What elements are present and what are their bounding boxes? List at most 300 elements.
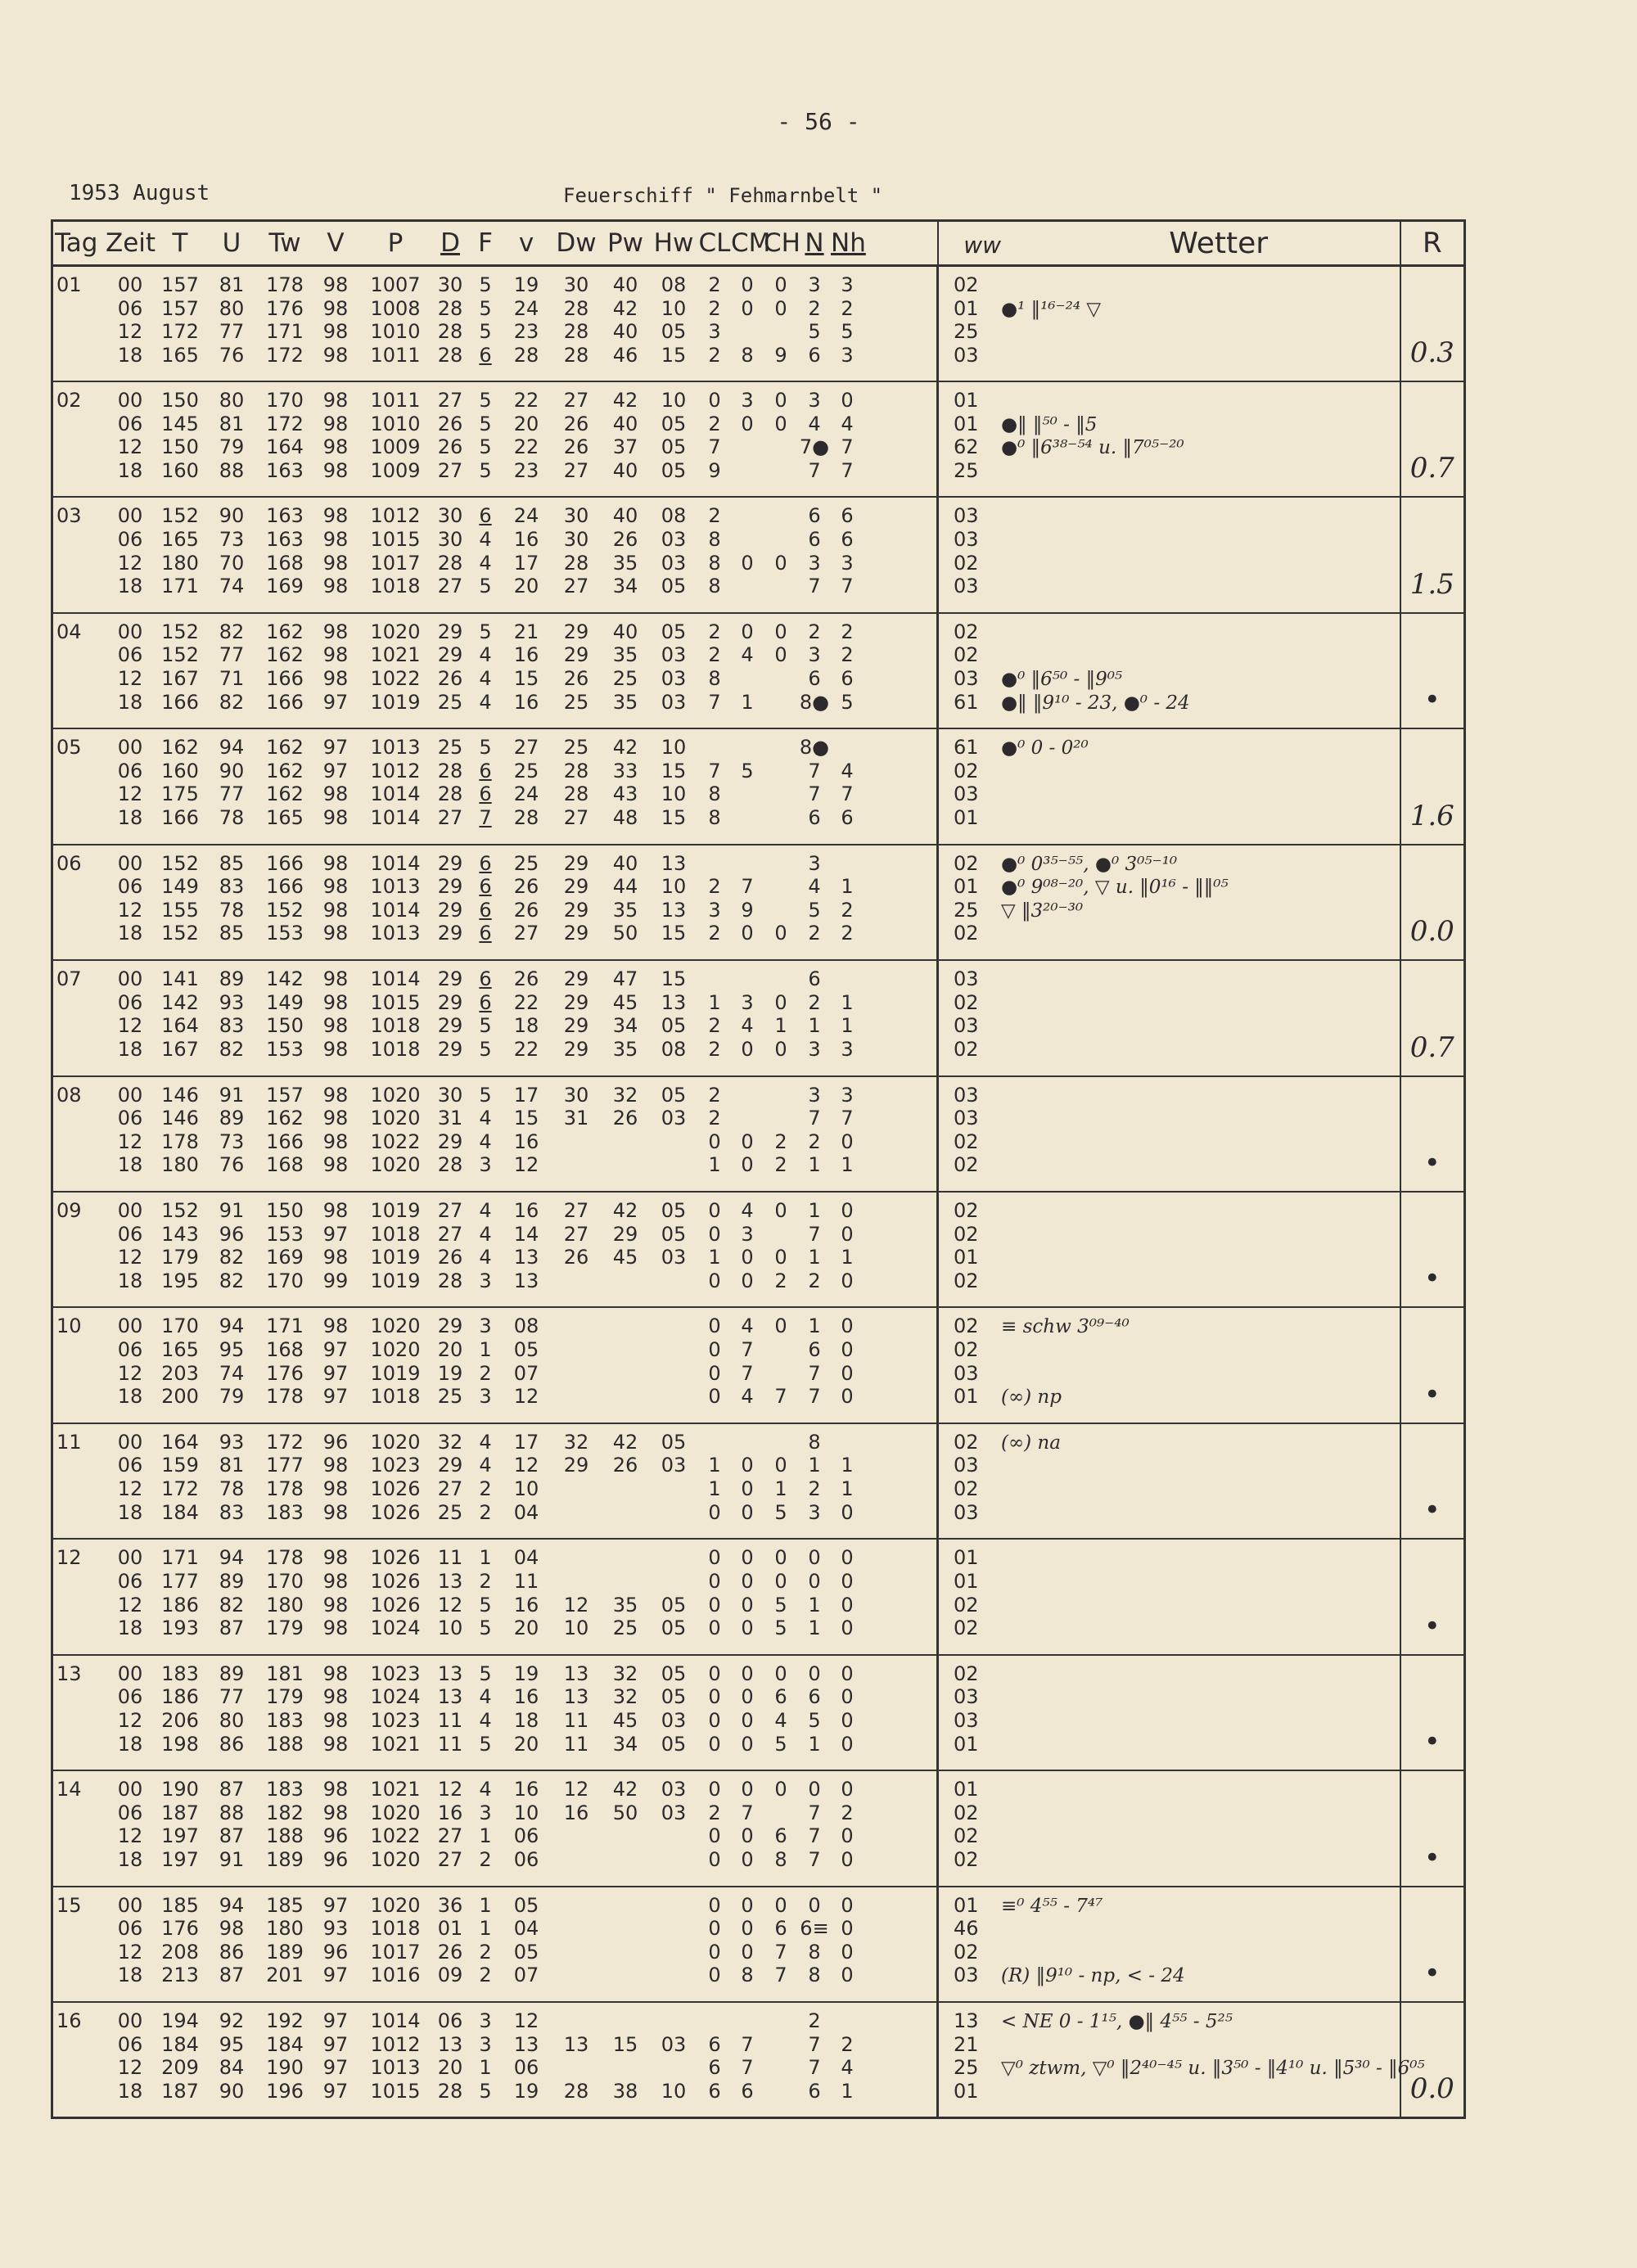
ww-code: 62 [954,435,979,459]
cell-d: 29 [437,1454,463,1477]
cell-f: 2 [479,1569,492,1593]
weather-line [954,389,1400,413]
cell-pw [602,1362,649,1386]
cell-f: 5 [479,620,492,643]
cell-pw: 34 [612,1732,638,1756]
cell-t: 165 [161,527,199,551]
cell-v: 96 [322,1940,349,1964]
day-number [53,1501,106,1525]
cell-u: 91 [219,1847,245,1871]
cell-n: 7 [808,1107,821,1130]
day-number: 04 [56,620,82,643]
cell-n: 6 [808,343,821,367]
cell-nh: 0 [841,1917,854,1941]
cell-cl: 0 [708,1847,721,1871]
cell-tw: 165 [266,806,304,830]
day-number [53,1362,106,1386]
cell-t: 186 [161,1685,199,1709]
day-number [53,413,106,436]
cell-tw: 168 [266,1153,304,1177]
cell-v: 07 [513,1964,539,1987]
cell-ch: 2 [774,1129,787,1153]
cell-cm [731,667,764,691]
column-header-tag: Tag [55,228,98,258]
ww-code: 03 [954,343,979,367]
cell-p: 1020 [370,1338,421,1362]
cell-pw: 26 [612,527,638,551]
cell-ch: 6 [774,1685,787,1709]
ww-code: 02 [954,1430,979,1454]
cell-dw: 28 [563,296,589,320]
cell-tw: 189 [266,1940,304,1964]
cell-zeit: 00 [117,1083,143,1107]
cell-ch: 0 [774,1314,787,1338]
cell-v: 98 [322,1014,349,1038]
cell-nh: 2 [841,2032,854,2056]
day-number [53,1848,106,1872]
cell-v: 12 [513,1385,539,1409]
weather-line [954,1594,1400,1617]
cell-p: 1014 [370,2009,421,2033]
cell-cl: 0 [708,1546,721,1570]
cell-tw: 189 [266,1847,304,1871]
cell-p: 1014 [370,967,421,991]
cell-v: 98 [322,1153,349,1177]
cell-v: 96 [322,1430,349,1454]
cell-d: 27 [437,575,463,598]
cell-d: 13 [437,1685,463,1709]
cell-cl: 2 [708,922,721,945]
cell-v: 26 [513,967,539,991]
cell-tw: 170 [266,1569,304,1593]
cell-cl: 2 [708,504,721,528]
cell-hw: 15 [661,922,687,945]
column-header-ch: CH [764,228,800,258]
cell-hw: 08 [661,1037,687,1061]
cell-u: 82 [219,690,245,714]
cell-tw: 188 [266,1732,304,1756]
cell-p: 1023 [370,1708,421,1732]
cell-cm: 8 [741,1964,754,1987]
cell-zeit: 12 [117,1593,143,1616]
cell-cl: 0 [708,1199,721,1222]
column-header-hw: Hw [653,228,694,258]
cell-f: 5 [479,412,492,435]
cell-v: 14 [513,1222,539,1246]
cell-cm: 0 [741,1685,754,1709]
cell-hw: 05 [661,575,687,598]
day-number [53,782,106,806]
ww-code: 01 [954,388,979,412]
cell-n: 7 [808,782,821,806]
cell-d: 29 [437,1129,463,1153]
cell-dw: 29 [563,643,589,667]
day-observations [52,2002,938,2117]
cell-dw: 26 [563,435,589,459]
cell-n: 4 [808,412,821,435]
cell-d: 27 [437,1199,463,1222]
cell-cm: 4 [741,1014,754,1038]
cell-nh: 4 [841,759,854,782]
ww-code: 01 [954,1246,979,1269]
cell-tw: 188 [266,1824,304,1848]
cell-pw: 50 [612,922,638,945]
cell-zeit: 00 [117,2009,143,2033]
cell-v: 98 [322,1107,349,1130]
cell-n: 7● [799,435,830,459]
weather-line [954,1685,1400,1709]
cell-t: 170 [161,1314,199,1338]
cell-nh: 2 [841,1801,854,1824]
cell-n: 0 [808,1662,821,1685]
cell-hw: 15 [661,343,687,367]
cell-v: 97 [322,759,349,782]
cell-cl: 2 [708,1801,721,1824]
cell-zeit: 06 [117,1801,143,1824]
cell-dw [551,1501,602,1525]
cell-cm: 0 [741,1662,754,1685]
cell-zeit: 06 [117,1569,143,1593]
cell-pw: 45 [612,990,638,1014]
cell-t: 146 [161,1107,199,1130]
cell-hw [649,1941,698,1964]
cell-u: 82 [219,620,245,643]
weather-line [954,1431,1400,1454]
cell-d: 28 [437,320,463,344]
cell-d: 06 [437,2009,463,2033]
cell-cm: 0 [741,412,754,435]
cell-u: 81 [219,1454,245,1477]
cell-v: 07 [513,1361,539,1385]
day-precipitation [1400,1887,1465,2002]
cell-dw [551,1314,602,1338]
day-number [53,1964,106,1987]
cell-hw [649,1546,698,1570]
cell-tw: 180 [266,1917,304,1941]
cell-u: 94 [219,736,245,760]
day-number [53,1385,106,1409]
cell-f: 5 [479,296,492,320]
cell-ch: 0 [774,1893,787,1917]
cell-pw [602,1130,649,1154]
ww-code: 61 [954,736,979,760]
cell-dw: 11 [563,1708,589,1732]
cell-tw: 162 [266,736,304,760]
cell-t: 203 [161,1361,199,1385]
precipitation-value: • [1423,1494,1441,1527]
weather-line [954,1477,1400,1501]
header-row [52,221,1465,266]
cell-t: 142 [161,990,199,1014]
cell-zeit: 06 [117,875,143,899]
cell-ch: 5 [774,1593,787,1616]
cell-tw: 162 [266,643,304,667]
cell-hw: 03 [661,527,687,551]
cell-u: 96 [219,1222,245,1246]
cell-n: 7 [808,1824,821,1848]
weather-line [954,1130,1400,1154]
cell-ch: 0 [774,1037,787,1061]
ww-code: 25 [954,2056,979,2080]
cell-t: 166 [161,690,199,714]
cell-d: 29 [437,922,463,945]
day-number [53,806,106,830]
ww-code: 01 [954,1893,979,1917]
day-number [53,435,106,459]
cell-p: 1020 [370,620,421,643]
cell-nh [831,1431,864,1454]
weather-note: (∞) na [1001,1432,1061,1454]
cell-v: 24 [513,782,539,806]
cell-hw: 08 [661,273,687,296]
cell-pw: 44 [612,875,638,899]
cell-cm: 0 [741,1917,754,1941]
cell-cl: 2 [708,643,721,667]
cell-v: 98 [322,1778,349,1801]
cell-f: 5 [479,1593,492,1616]
day-number: 03 [56,504,82,528]
cell-u: 82 [219,1037,245,1061]
cell-d: 11 [437,1546,463,1570]
day-number [53,1223,106,1247]
day-block [52,728,1465,844]
ww-code: 01 [954,806,979,830]
cell-nh: 6 [841,806,854,830]
day-number [53,1709,106,1733]
cell-tw: 178 [266,273,304,296]
cell-nh: 0 [841,1500,854,1524]
cell-dw: 31 [563,1107,589,1130]
weather-line [954,1501,1400,1525]
cell-dw: 27 [563,1199,589,1222]
cell-cm [731,528,764,552]
day-number: 14 [56,1778,82,1801]
cell-zeit: 12 [117,1361,143,1385]
day-observations [52,381,938,497]
cell-n: 1 [808,1454,821,1477]
cell-v: 16 [513,690,539,714]
cell-v: 13 [513,2032,539,2056]
cell-ch [764,1801,798,1825]
cell-nh: 0 [841,1569,854,1593]
cell-t: 193 [161,1616,199,1640]
cell-ch [764,760,798,783]
cell-dw: 13 [563,1685,589,1709]
cell-n: 7 [808,575,821,598]
weather-log-table [51,219,1466,2119]
cell-tw: 157 [266,1083,304,1107]
cell-p: 1012 [370,504,421,528]
cell-cm: 7 [741,1801,754,1824]
precipitation-value: 1.6 [1409,799,1454,832]
cell-t: 190 [161,1778,199,1801]
cell-v: 13 [513,1246,539,1269]
cell-dw [551,1941,602,1964]
cell-zeit: 18 [117,1385,143,1409]
cell-zeit: 00 [117,967,143,991]
cell-t: 149 [161,875,199,899]
cell-pw: 29 [612,1222,638,1246]
cell-dw [551,1385,602,1409]
cell-p: 1021 [370,643,421,667]
cell-nh: 0 [841,1361,854,1385]
cell-f: 3 [479,1385,492,1409]
cell-f: 5 [479,320,492,344]
cell-cl: 0 [708,1616,721,1640]
cell-tw: 162 [266,620,304,643]
cell-tw: 181 [266,1662,304,1685]
cell-nh: 2 [841,296,854,320]
day-precipitation [1400,1770,1465,1886]
cell-cl: 8 [708,782,721,806]
ww-code: 02 [954,759,979,782]
cell-zeit: 00 [117,504,143,528]
column-header-cl: CL [698,228,731,258]
cell-u: 73 [219,527,245,551]
cell-pw [602,1941,649,1964]
cell-pw: 43 [612,782,638,806]
column-header-u: U [222,228,241,258]
cell-u: 86 [219,1940,245,1964]
cell-cl: 0 [708,1940,721,1964]
cell-p: 1026 [370,1593,421,1616]
day-number: 10 [56,1314,82,1338]
day-precipitation [1400,1539,1465,1654]
cell-u: 82 [219,1269,245,1292]
cell-tw: 190 [266,2056,304,2080]
cell-tw: 166 [266,851,304,875]
cell-nh: 3 [841,1083,854,1107]
day-observations [52,845,938,960]
cell-u: 94 [219,1546,245,1570]
cell-cl: 3 [708,320,721,344]
cell-hw [649,1385,698,1409]
day-number [53,1570,106,1594]
cell-v: 98 [322,990,349,1014]
cell-cm: 0 [741,1847,754,1871]
weather-line [954,991,1400,1015]
weather-line [954,875,1400,899]
cell-f: 5 [479,1662,492,1685]
day-number: 09 [56,1199,82,1222]
cell-tw: 179 [266,1616,304,1640]
cell-cm: 1 [741,690,754,714]
cell-hw: 03 [661,1107,687,1130]
cell-tw: 176 [266,1361,304,1385]
cell-cm: 3 [741,990,754,1014]
cell-nh: 7 [841,435,854,459]
cell-pw [602,1314,649,1338]
day-block [52,2002,1465,2117]
cell-d: 28 [437,296,463,320]
header-ship: Feuerschiff " Fehmarnbelt " [563,184,883,207]
cell-v: 98 [322,806,349,830]
weather-line [954,1314,1400,1338]
cell-pw: 46 [612,343,638,367]
cell-dw: 28 [563,782,589,806]
cell-ch: 0 [774,412,787,435]
cell-d: 29 [437,851,463,875]
cell-hw: 05 [661,1083,687,1107]
cell-ch: 0 [774,1546,787,1570]
cell-ch [764,967,798,991]
cell-pw: 32 [612,1662,638,1685]
cell-cl: 8 [708,667,721,690]
ww-code: 02 [954,273,979,296]
cell-tw: 196 [266,2079,304,2103]
cell-v: 16 [513,1199,539,1222]
cell-p: 1015 [370,2079,421,2103]
weather-line [954,435,1400,459]
cell-d: 13 [437,2032,463,2056]
cell-v: 05 [513,1940,539,1964]
cell-ch: 0 [774,1569,787,1593]
cell-u: 90 [219,2079,245,2103]
cell-nh: 4 [841,412,854,435]
cell-cl: 6 [708,2079,721,2103]
cell-ch: 8 [774,1847,787,1871]
day-precipitation [1400,266,1465,381]
cell-v: 06 [513,2056,539,2080]
cell-f: 2 [479,1361,492,1385]
cell-cl: 2 [708,273,721,296]
cell-dw [551,2009,602,2033]
cell-p: 1020 [370,1083,421,1107]
cell-tw: 182 [266,1801,304,1824]
cell-cl: 7 [708,759,721,782]
weather-note: (∞) np [1001,1387,1062,1409]
cell-u: 87 [219,1778,245,1801]
cell-cl: 6 [708,2032,721,2056]
cell-u: 93 [219,990,245,1014]
cell-hw: 05 [661,458,687,482]
cell-f: 5 [479,273,492,296]
ww-code: 02 [954,990,979,1014]
cell-t: 187 [161,2079,199,2103]
cell-cl: 0 [708,1385,721,1409]
weather-line [954,2009,1400,2033]
cell-dw: 29 [563,875,589,899]
cell-hw: 03 [661,2032,687,2056]
cell-tw: 162 [266,1107,304,1130]
cell-zeit: 06 [117,1107,143,1130]
cell-zeit: 12 [117,2056,143,2080]
day-weather [938,960,1400,1075]
cell-n: 5 [808,1708,821,1732]
cell-t: 150 [161,388,199,412]
cell-ch [764,1362,798,1386]
cell-f: 5 [479,1616,492,1640]
cell-hw [649,2056,698,2080]
cell-zeit: 18 [117,458,143,482]
ww-code: 01 [954,875,979,899]
day-precipitation [1400,613,1465,728]
cell-u: 83 [219,875,245,899]
column-header-n: N [805,228,824,258]
weather-note: ●‖ ‖9¹⁰ - 23, ●⁰ - 24 [1001,692,1190,714]
cell-zeit: 18 [117,575,143,598]
cell-v: 96 [322,1824,349,1848]
cell-v: 98 [322,1801,349,1824]
cell-d: 20 [437,1338,463,1362]
cell-p: 1026 [370,1546,421,1570]
cell-dw: 30 [563,1083,589,1107]
cell-n: 6 [808,1685,821,1709]
cell-n: 6 [808,806,821,830]
cell-v: 98 [322,1246,349,1269]
cell-t: 184 [161,2032,199,2056]
cell-v: 10 [513,1801,539,1824]
